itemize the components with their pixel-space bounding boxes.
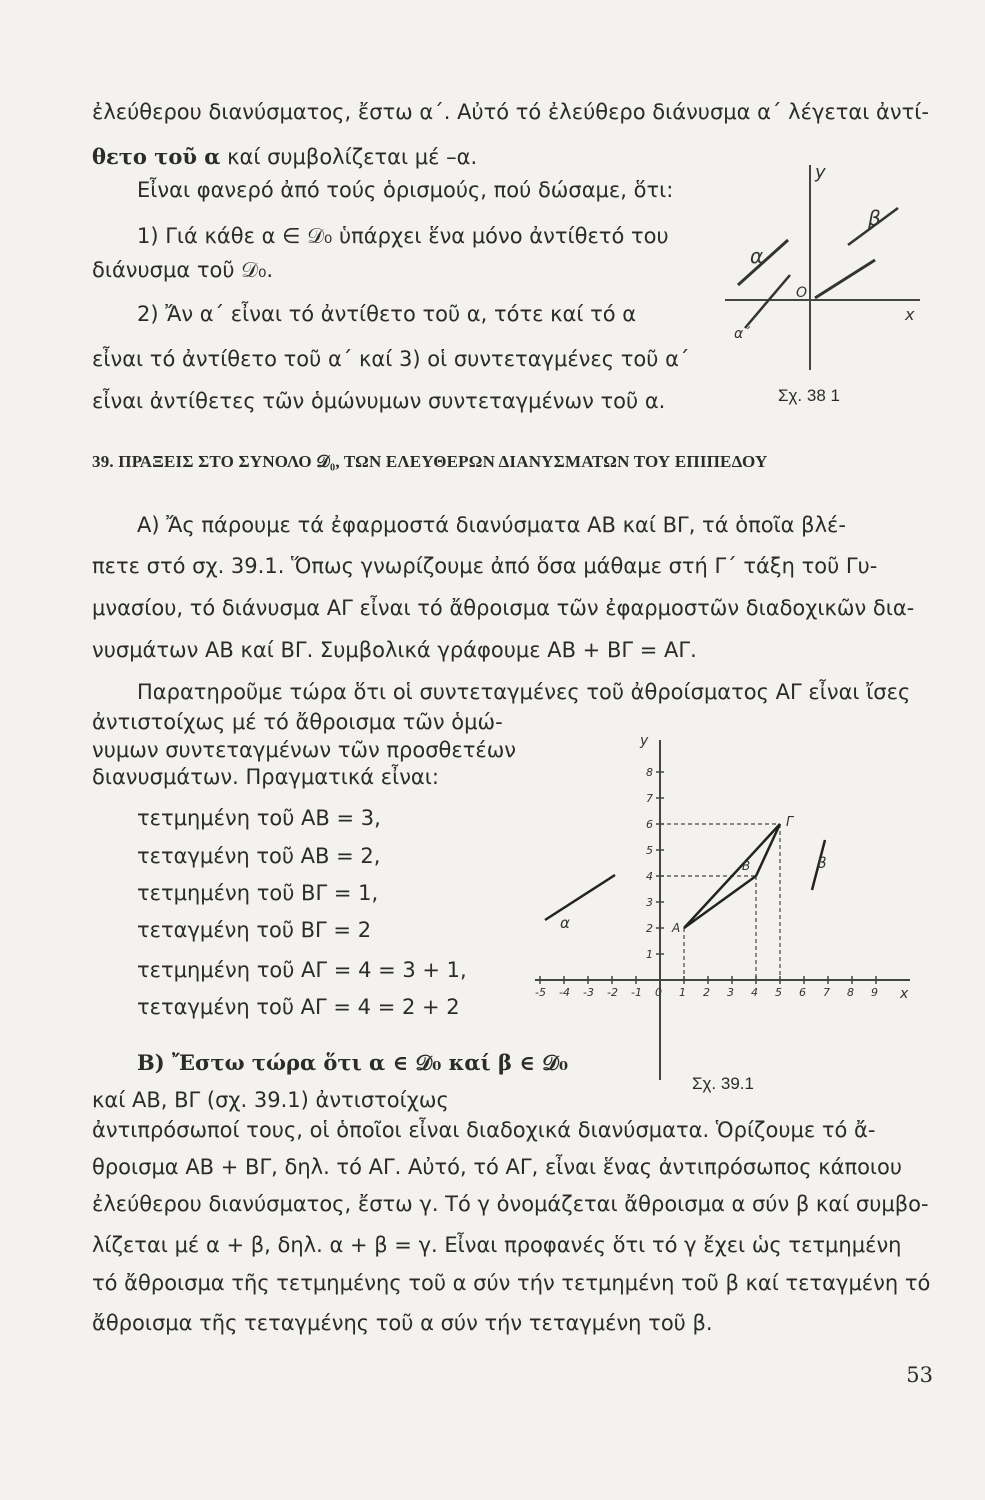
figure-39-1 xyxy=(525,728,925,1088)
sectionB-line-5: ἐλεύθερου διανύσματος, ἔστω γ. Τό γ ὀνομάζεται ἄθροισμα α σύν β καί συμβο- xyxy=(92,1192,929,1216)
fig391-ytick-label: 3 xyxy=(646,896,653,909)
fig381-label-alpha-prime: α΄ xyxy=(734,326,751,342)
sectionA-line-8: διανυσμάτων. Πραγματικά εἶναι: xyxy=(92,765,439,789)
coord-line-1: τετμημένη τοῦ ΑΒ = 3, xyxy=(137,806,381,830)
fig391-xtick-label: 1 xyxy=(679,986,686,999)
page-number: 53 xyxy=(906,1363,933,1387)
fig391-label-B: B xyxy=(742,859,751,873)
fig391-xtick-label: 0 xyxy=(655,986,662,999)
fig391-ytick-label: 6 xyxy=(646,818,653,831)
sectionB-line-6: λίζεται μέ α + β, δηλ. α + β = γ. Εἶναι προφανές ὅτι τό γ ἔχει ὡς τετμημένη xyxy=(92,1233,902,1257)
fig391-ytick-label: 8 xyxy=(646,766,653,779)
sectionA-line-5: Παρατηροῦμε τώρα ὅτι οἱ συντεταγμένες τοῦ ἀθροίσματος ΑΓ εἶναι ἴσες xyxy=(137,680,911,704)
sectionB-line-2: καί ΑΒ, ΒΓ (σχ. 39.1) ἀντιστοίχως xyxy=(92,1088,449,1112)
fig391-label-x: x xyxy=(900,986,909,1002)
fig381-label-y: y xyxy=(815,162,826,183)
fig391-xtick-label: 4 xyxy=(751,986,758,999)
text-line-7: εἶναι τό ἀντίθετο τοῦ α΄ καί 3) οἱ συντεταγμένες τοῦ α΄ xyxy=(92,347,690,371)
fig391-xtick-label: -5 xyxy=(535,986,546,999)
text-line-8: εἶναι ἀντίθετες τῶν ὁμώνυμων συντεταγμένων τοῦ α. xyxy=(92,389,666,413)
fig391-xtick-label: 6 xyxy=(799,986,806,999)
fig391-ytick-label: 4 xyxy=(646,870,653,883)
fig391-caption: Σχ. 39.1 xyxy=(692,1074,754,1093)
text-line-2-rest: καί συμβολίζεται μέ –α. xyxy=(227,145,478,169)
fig391-label-A: A xyxy=(672,921,681,935)
text-line-5: διάνυσμα τοῦ 𝒟₀. xyxy=(92,258,274,282)
sectionA-line-1: Α) Ἄς πάρουμε τά ἐφαρμοστά διανύσματα ΑΒ καί ΒΓ, τά ὁποῖα βλέ- xyxy=(137,513,846,537)
fig391-label-alpha: α xyxy=(560,914,570,932)
text-line-1: ἐλεύθερου διανύσματος, ἔστω α΄. Αὐτό τό ἐλεύθερο διάνυσμα α΄ λέγεται ἀντί- xyxy=(92,100,929,124)
fig391-grid xyxy=(535,733,910,1080)
sectionB-line-7: τό ἄθροισμα τῆς τετμημένης τοῦ α σύν τήν τετμημένη τοῦ β καί τεταγμένη τό xyxy=(92,1271,931,1295)
fig391-label-y: y xyxy=(640,733,649,749)
fig381-label-x: x xyxy=(905,305,915,324)
section-heading: 39. ΠΡΑΞΕΙΣ ΣΤΟ ΣΥΝΟΛΟ 𝒟₀, ΤΩΝ ΕΛΕΥΘΕΡΩΝ ΔΙΑΝΥΣΜΑΤΩΝ ΤΟΥ ΕΠΙΠΕΔΟΥ xyxy=(92,452,768,471)
text-line-6: 2) Ἄν α΄ εἶναι τό ἀντίθετο τοῦ α, τότε καί τό α xyxy=(137,302,637,326)
fig381-vector-beta xyxy=(815,260,875,298)
coord-line-2: τεταγμένη τοῦ ΑΒ = 2, xyxy=(137,844,381,868)
coord-line-5: τετμημένη τοῦ ΑΓ = 4 = 3 + 1, xyxy=(137,958,467,982)
fig391-ytick-label: 2 xyxy=(646,922,653,935)
fig381-label-origin: O xyxy=(796,285,808,301)
sectionA-line-2: πετε στό σχ. 39.1. Ὅπως γνωρίζουμε ἀπό ὅσα μάθαμε στή Γ΄ τάξη τοῦ Γυ- xyxy=(92,554,878,578)
fig391-ytick-label: 5 xyxy=(646,844,653,857)
fig381-vector-alpha-prime xyxy=(745,275,790,328)
sectionB-line-8: ἄθροισμα τῆς τεταγμένης τοῦ α σύν τήν τεταγμένη τοῦ β. xyxy=(92,1311,713,1335)
fig391-xtick-label: -2 xyxy=(607,986,618,999)
fig391-xtick-label: -3 xyxy=(583,986,594,999)
text-line-3: Εἶναι φανερό ἀπό τούς ὁρισμούς, πού δώσαμε, ὅτι: xyxy=(137,178,674,202)
sectionB-line-1 xyxy=(137,1052,568,1074)
fig391-ytick-label: 1 xyxy=(646,948,653,961)
sectionB-line-4: θροισμα ΑΒ + ΒΓ, δηλ. τό ΑΓ. Αὐτό, τό ΑΓ, εἶναι ἕνας ἀντιπρόσωπος κάποιου xyxy=(92,1155,903,1179)
fig391-xtick-label: -1 xyxy=(631,986,642,999)
fig381-label-beta: β xyxy=(868,206,881,230)
fig391-vector-BG xyxy=(756,824,780,876)
fig391-label-beta: β xyxy=(817,854,827,872)
sectionA-line-3: μνασίου, τό διάνυσμα ΑΓ εἶναι τό ἄθροισμα τῶν ἐφαρμοστῶν διαδοχικῶν δια- xyxy=(92,596,915,620)
fig391-vector-AB xyxy=(684,876,756,928)
fig391-xtick-label: -4 xyxy=(559,986,570,999)
text-line-4: 1) Γιά κάθε α ∈ 𝒟₀ ὑπάρχει ἕνα μόνο ἀντίθετό του xyxy=(137,224,669,248)
sectionB-line-3: ἀντιπρόσωποί τους, οἱ ὁποῖοι εἶναι διαδοχικά διανύσματα. Ὁρίζουμε τό ἄ- xyxy=(92,1118,876,1142)
fig391-xtick-label: 7 xyxy=(823,986,830,999)
sectionB-line-1-text: Β) Ἔστω τώρα ὅτι α ∈ 𝒟₀ καί β ∈ 𝒟₀ xyxy=(137,1050,569,1075)
sectionA-line-7: νυμων συντεταγμένων τῶν προσθετέων xyxy=(92,738,517,762)
sectionA-line-6: ἀντιστοίχως μέ τό ἄθροισμα τῶν ὁμώ- xyxy=(92,710,503,734)
coord-line-3: τετμημένη τοῦ ΒΓ = 1, xyxy=(137,881,379,905)
fig381-caption: Σχ. 38 1 xyxy=(778,386,840,405)
fig391-xtick-label: 5 xyxy=(775,986,782,999)
fig391-xtick-label: 3 xyxy=(727,986,734,999)
fig391-xtick-label: 9 xyxy=(871,986,878,999)
figure-38-1 xyxy=(720,160,930,350)
text-line-2: θετο τοῦ α καί συμβολίζεται μέ –α. xyxy=(92,144,478,169)
fig391-ytick-label: 7 xyxy=(646,792,653,805)
fig381-label-alpha: α xyxy=(750,244,764,268)
fig391-vector-alpha xyxy=(545,875,615,920)
coord-line-4: τεταγμένη τοῦ ΒΓ = 2 xyxy=(137,918,372,942)
fig391-xtick-label: 2 xyxy=(703,986,710,999)
sectionA-line-4: νυσμάτων ΑΒ καί ΒΓ. Συμβολικά γράφουμε ΑΒ + ΒΓ = ΑΓ. xyxy=(92,638,697,662)
fig391-label-G: Γ xyxy=(786,815,794,830)
fig391-xtick-label: 8 xyxy=(847,986,854,999)
coord-line-6: τεταγμένη τοῦ ΑΓ = 4 = 2 + 2 xyxy=(137,995,460,1019)
